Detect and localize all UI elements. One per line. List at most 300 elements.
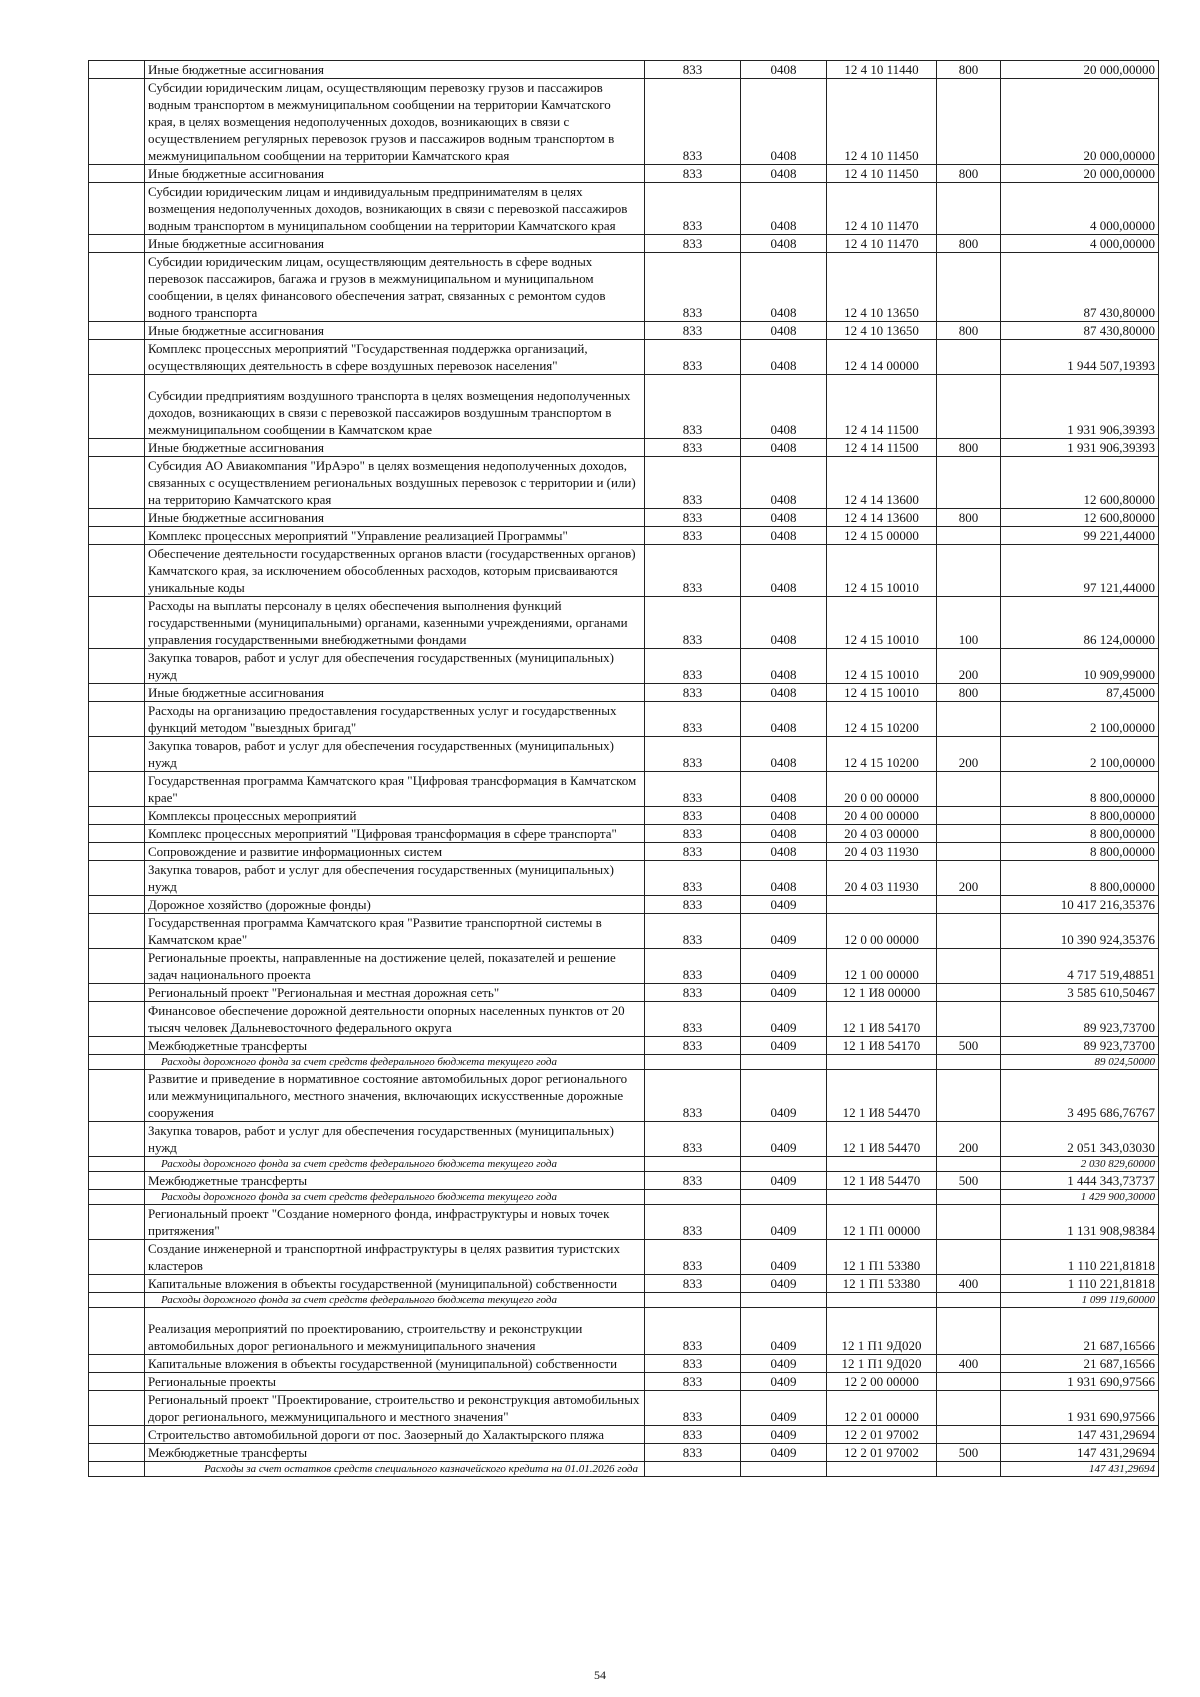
empty-cell: [89, 340, 145, 375]
ved-code-text: 833: [682, 510, 703, 525]
sum-cell: [1001, 861, 1159, 896]
expense-type-text: 800: [958, 685, 979, 700]
section-code-text: 0409: [770, 1105, 797, 1120]
sum-cell: [1001, 439, 1159, 457]
empty-cell: [89, 439, 145, 457]
section-code-text: 0408: [770, 528, 797, 543]
expense-type-text: 400: [958, 1276, 979, 1291]
row-name-cell: [145, 1426, 645, 1444]
expense-type-text: 500: [958, 1173, 979, 1188]
target-article-cell: [827, 1172, 937, 1190]
ved-code-text: 833: [682, 1427, 703, 1442]
target-article-cell: [827, 183, 937, 235]
target-article-cell: [827, 61, 937, 79]
expense-type-cell: [937, 949, 1001, 984]
ved-code-cell: [645, 914, 741, 949]
row-name-cell: [145, 702, 645, 737]
expense-type-text: 800: [958, 440, 979, 455]
section-code-cell: [741, 1157, 827, 1172]
table-row: [89, 1308, 1159, 1355]
ved-code-text: 833: [682, 323, 703, 338]
target-article-cell: [827, 1240, 937, 1275]
row-name-text: Расходы дорожного фонда за счет средств федерального бюджета текущего года: [161, 1158, 557, 1170]
expense-type-cell: [937, 1355, 1001, 1373]
sum-text: 89 923,73700: [1083, 1038, 1155, 1053]
expense-type-cell: [937, 1293, 1001, 1308]
budget-table-sheet: [88, 60, 1158, 1477]
table-row: [89, 1426, 1159, 1444]
target-article-cell: [827, 509, 937, 527]
table-row: [89, 861, 1159, 896]
sum-cell: [1001, 914, 1159, 949]
table-row: [89, 340, 1159, 375]
sum-text: 89 024,50000: [1094, 1056, 1155, 1068]
target-article-text: 12 4 15 10200: [844, 720, 919, 735]
sum-cell: [1001, 1205, 1159, 1240]
row-name-text: Субсидии юридическим лицам и индивидуальным предпринимателям в целях возмещения недополученных доходов, возникающих в связи с перевозкой пассажиров водным транспортом в муниципальном сообщении на территории Камчатского края: [148, 184, 628, 233]
section-code-text: 0409: [770, 1374, 797, 1389]
sum-text: 2 030 829,60000: [1080, 1158, 1155, 1170]
ved-code-text: 833: [682, 1020, 703, 1035]
row-name-text: Региональный проект "Региональная и местная дорожная сеть": [148, 985, 500, 1000]
sum-text: 3 585 610,50467: [1067, 985, 1155, 1000]
section-code-text: 0408: [770, 667, 797, 682]
target-article-cell: [827, 914, 937, 949]
section-code-cell: [741, 235, 827, 253]
expense-type-cell: [937, 1037, 1001, 1055]
expense-type-cell: [937, 79, 1001, 165]
section-code-text: 0408: [770, 236, 797, 251]
ved-code-text: 833: [682, 422, 703, 437]
row-name-cell: [145, 1462, 645, 1477]
expense-type-cell: [937, 737, 1001, 772]
sum-text: 1 131 908,98384: [1067, 1223, 1155, 1238]
row-name-text: Межбюджетные трансферты: [148, 1038, 308, 1053]
row-name-text: Иные бюджетные ассигнования: [148, 236, 325, 251]
table-row: [89, 545, 1159, 597]
sum-text: 1 110 221,81818: [1067, 1258, 1155, 1273]
section-code-cell: [741, 61, 827, 79]
ved-code-cell: [645, 825, 741, 843]
section-code-cell: [741, 1275, 827, 1293]
table-row: [89, 322, 1159, 340]
sum-text: 21 687,16566: [1083, 1338, 1155, 1353]
row-name-text: Дорожное хозяйство (дорожные фонды): [148, 897, 371, 912]
target-article-text: 12 2 01 97002: [844, 1427, 919, 1442]
expense-type-cell: [937, 1070, 1001, 1122]
row-name-cell: [145, 807, 645, 825]
row-name-cell: [145, 1205, 645, 1240]
sum-text: 147 431,29694: [1077, 1427, 1155, 1442]
empty-cell: [89, 1355, 145, 1373]
expense-type-text: 500: [958, 1038, 979, 1053]
ved-code-text: 833: [682, 62, 703, 77]
sum-cell: [1001, 984, 1159, 1002]
empty-cell: [89, 843, 145, 861]
row-name-text: Государственная программа Камчатского края "Цифровая трансформация в Камчатском крае": [148, 773, 637, 805]
sum-cell: [1001, 340, 1159, 375]
sum-cell: [1001, 1070, 1159, 1122]
row-name-cell: [145, 649, 645, 684]
sum-text: 8 800,00000: [1090, 826, 1155, 841]
target-article-cell: [827, 1037, 937, 1055]
row-name-cell: [145, 1055, 645, 1070]
section-code-cell: [741, 340, 827, 375]
target-article-cell: [827, 949, 937, 984]
target-article-cell: [827, 737, 937, 772]
row-name-text: Обеспечение деятельности государственных органов власти (государственных органов) Камчатского края, за исключением обособленных расходов, которым присваиваются уникальные коды: [148, 546, 636, 595]
ved-code-cell: [645, 457, 741, 509]
row-name-text: Региональные проекты: [148, 1374, 277, 1389]
ved-code-cell: [645, 772, 741, 807]
expense-type-cell: [937, 1240, 1001, 1275]
row-name-text: Капитальные вложения в объекты государственной (муниципальной) собственности: [148, 1356, 618, 1371]
target-article-text: 12 1 И8 54470: [842, 1105, 921, 1120]
ved-code-cell: [645, 649, 741, 684]
empty-cell: [89, 1293, 145, 1308]
target-article-cell: [827, 597, 937, 649]
expense-type-text: 200: [958, 879, 979, 894]
section-code-cell: [741, 1462, 827, 1477]
expense-type-cell: [937, 439, 1001, 457]
target-article-text: 12 0 00 00000: [844, 932, 919, 947]
ved-code-cell: [645, 1355, 741, 1373]
ved-code-cell: [645, 322, 741, 340]
row-name-text: Развитие и приведение в нормативное состояние автомобильных дорог регионального или межмуниципального, местного значения, включающих искусственные дорожные сооружения: [148, 1071, 628, 1120]
target-article-text: 12 4 10 11470: [844, 236, 919, 251]
row-name-cell: [145, 843, 645, 861]
table-row: [89, 984, 1159, 1002]
table-row: [89, 597, 1159, 649]
row-name-cell: [145, 896, 645, 914]
sum-cell: [1001, 684, 1159, 702]
ved-code-text: 833: [682, 1276, 703, 1291]
ved-code-text: 833: [682, 1338, 703, 1353]
ved-code-cell: [645, 375, 741, 439]
row-name-text: Субсидия АО Авиакомпания "ИрАэро" в целях возмещения недополученных доходов, связанных с осуществлением региональных воздушных перевозок с территории и (или) на территорию Камчатского края: [148, 458, 636, 507]
sum-cell: [1001, 597, 1159, 649]
section-code-cell: [741, 772, 827, 807]
target-article-cell: [827, 1122, 937, 1157]
target-article-cell: [827, 457, 937, 509]
ved-code-cell: [645, 1275, 741, 1293]
target-article-cell: [827, 253, 937, 322]
target-article-text: 20 4 03 11930: [844, 879, 919, 894]
table-row: [89, 1002, 1159, 1037]
row-name-cell: [145, 1444, 645, 1462]
expense-type-cell: [937, 649, 1001, 684]
ved-code-cell: [645, 1172, 741, 1190]
empty-cell: [89, 1308, 145, 1355]
section-code-cell: [741, 825, 827, 843]
row-name-text: Государственная программа Камчатского края "Развитие транспортной системы в Камчатском крае": [148, 915, 602, 947]
table-row: [89, 772, 1159, 807]
sum-cell: [1001, 1275, 1159, 1293]
sum-text: 1 931 690,97566: [1067, 1374, 1155, 1389]
expense-type-text: 200: [958, 755, 979, 770]
section-code-cell: [741, 1308, 827, 1355]
row-name-text: Иные бюджетные ассигнования: [148, 510, 325, 525]
ved-code-cell: [645, 1205, 741, 1240]
section-code-cell: [741, 1391, 827, 1426]
sum-cell: [1001, 1444, 1159, 1462]
ved-code-text: 833: [682, 685, 703, 700]
target-article-cell: [827, 235, 937, 253]
target-article-text: 20 0 00 00000: [844, 790, 919, 805]
row-name-cell: [145, 340, 645, 375]
section-code-cell: [741, 322, 827, 340]
target-article-cell: [827, 527, 937, 545]
section-code-text: 0408: [770, 755, 797, 770]
section-code-text: 0408: [770, 510, 797, 525]
section-code-text: 0408: [770, 440, 797, 455]
row-name-text: Иные бюджетные ассигнования: [148, 685, 325, 700]
section-code-cell: [741, 1293, 827, 1308]
target-article-text: 12 4 10 13650: [844, 305, 919, 320]
row-name-text: Создание инженерной и транспортной инфраструктуры в целях развития туристских кластеров: [148, 1241, 620, 1273]
sum-text: 4 000,00000: [1090, 236, 1155, 251]
target-article-cell: [827, 861, 937, 896]
ved-code-text: 833: [682, 1223, 703, 1238]
budget-table-body: [89, 61, 1159, 1477]
sum-text: 10 909,99000: [1083, 667, 1155, 682]
sum-text: 1 429 900,30000: [1080, 1191, 1155, 1203]
ved-code-text: 833: [682, 358, 703, 373]
sum-text: 10 390 924,35376: [1060, 932, 1155, 947]
ved-code-cell: [645, 165, 741, 183]
section-code-text: 0409: [770, 1223, 797, 1238]
target-article-text: 20 4 03 00000: [844, 826, 919, 841]
target-article-cell: [827, 1293, 937, 1308]
section-code-text: 0408: [770, 218, 797, 233]
empty-cell: [89, 914, 145, 949]
target-article-cell: [827, 702, 937, 737]
row-name-text: Иные бюджетные ассигнования: [148, 323, 325, 338]
section-code-cell: [741, 737, 827, 772]
ved-code-text: 833: [682, 790, 703, 805]
row-name-cell: [145, 1355, 645, 1373]
expense-type-cell: [937, 597, 1001, 649]
sum-text: 20 000,00000: [1083, 166, 1155, 181]
expense-type-cell: [937, 1462, 1001, 1477]
empty-cell: [89, 375, 145, 439]
sum-text: 89 923,73700: [1083, 1020, 1155, 1035]
ved-code-text: 833: [682, 1173, 703, 1188]
table-row: [89, 843, 1159, 861]
ved-code-cell: [645, 896, 741, 914]
row-name-text: Межбюджетные трансферты: [148, 1173, 308, 1188]
section-code-cell: [741, 597, 827, 649]
section-code-text: 0409: [770, 1038, 797, 1053]
row-name-text: Комплекс процессных мероприятий "Управление реализацией Программы": [148, 528, 568, 543]
row-name-cell: [145, 861, 645, 896]
table-row: [89, 684, 1159, 702]
sum-text: 21 687,16566: [1083, 1356, 1155, 1371]
ved-code-cell: [645, 1070, 741, 1122]
row-name-cell: [145, 914, 645, 949]
empty-cell: [89, 79, 145, 165]
section-code-text: 0408: [770, 305, 797, 320]
ved-code-cell: [645, 807, 741, 825]
section-code-cell: [741, 949, 827, 984]
ved-code-cell: [645, 702, 741, 737]
row-name-text: Иные бюджетные ассигнования: [148, 440, 325, 455]
section-code-cell: [741, 375, 827, 439]
section-code-cell: [741, 545, 827, 597]
ved-code-text: 833: [682, 1356, 703, 1371]
row-name-cell: [145, 545, 645, 597]
expense-type-text: 500: [958, 1445, 979, 1460]
ved-code-text: 833: [682, 166, 703, 181]
target-article-text: 12 1 П1 53380: [842, 1276, 921, 1291]
section-code-cell: [741, 861, 827, 896]
section-code-text: 0408: [770, 492, 797, 507]
section-code-text: 0409: [770, 1409, 797, 1424]
expense-type-cell: [937, 1391, 1001, 1426]
row-name-cell: [145, 1172, 645, 1190]
ved-code-cell: [645, 949, 741, 984]
expense-type-cell: [937, 914, 1001, 949]
empty-cell: [89, 807, 145, 825]
target-article-cell: [827, 984, 937, 1002]
empty-cell: [89, 235, 145, 253]
sum-cell: [1001, 1157, 1159, 1172]
row-name-cell: [145, 1037, 645, 1055]
sum-cell: [1001, 1355, 1159, 1373]
empty-cell: [89, 322, 145, 340]
row-name-cell: [145, 772, 645, 807]
row-name-text: Расходы дорожного фонда за счет средств федерального бюджета текущего года: [161, 1294, 557, 1306]
row-name-cell: [145, 1391, 645, 1426]
empty-cell: [89, 545, 145, 597]
empty-cell: [89, 1373, 145, 1391]
expense-type-text: 100: [958, 632, 979, 647]
row-name-cell: [145, 1373, 645, 1391]
section-code-text: 0408: [770, 685, 797, 700]
target-article-cell: [827, 1355, 937, 1373]
expense-type-cell: [937, 772, 1001, 807]
sum-cell: [1001, 737, 1159, 772]
ved-code-text: 833: [682, 305, 703, 320]
row-name-text: Региональные проекты, направленные на достижение целей, показателей и решение задач национального проекта: [148, 950, 616, 982]
sum-cell: [1001, 1293, 1159, 1308]
row-name-cell: [145, 1308, 645, 1355]
sum-cell: [1001, 1391, 1159, 1426]
ved-code-cell: [645, 1391, 741, 1426]
target-article-cell: [827, 545, 937, 597]
table-row: [89, 1172, 1159, 1190]
row-name-cell: [145, 1293, 645, 1308]
row-name-cell: [145, 183, 645, 235]
section-code-cell: [741, 1373, 827, 1391]
ved-code-text: 833: [682, 632, 703, 647]
row-name-cell: [145, 1157, 645, 1172]
empty-cell: [89, 702, 145, 737]
row-name-text: Закупка товаров, работ и услуг для обеспечения государственных (муниципальных) нужд: [148, 650, 614, 682]
section-code-text: 0408: [770, 323, 797, 338]
table-row: [89, 457, 1159, 509]
table-row: [89, 702, 1159, 737]
empty-cell: [89, 527, 145, 545]
ved-code-text: 833: [682, 492, 703, 507]
target-article-cell: [827, 1070, 937, 1122]
section-code-cell: [741, 807, 827, 825]
ved-code-text: 833: [682, 440, 703, 455]
expense-type-cell: [937, 340, 1001, 375]
sum-cell: [1001, 322, 1159, 340]
table-row: [89, 1240, 1159, 1275]
section-code-cell: [741, 1190, 827, 1205]
table-row: [89, 896, 1159, 914]
expense-type-cell: [937, 1205, 1001, 1240]
sum-text: 1 931 690,97566: [1067, 1409, 1155, 1424]
target-article-text: 12 4 15 10010: [844, 580, 919, 595]
sum-text: 1 944 507,19393: [1067, 358, 1155, 373]
sum-cell: [1001, 702, 1159, 737]
ved-code-text: 833: [682, 148, 703, 163]
section-code-text: 0408: [770, 358, 797, 373]
row-name-text: Иные бюджетные ассигнования: [148, 62, 325, 77]
section-code-text: 0408: [770, 632, 797, 647]
ved-code-text: 833: [682, 844, 703, 859]
ved-code-text: 833: [682, 667, 703, 682]
expense-type-cell: [937, 702, 1001, 737]
ved-code-cell: [645, 684, 741, 702]
budget-table: [88, 60, 1159, 1477]
row-name-cell: [145, 509, 645, 527]
sum-cell: [1001, 165, 1159, 183]
table-row: [89, 165, 1159, 183]
sum-cell: [1001, 1002, 1159, 1037]
target-article-text: 12 4 14 11500: [844, 440, 919, 455]
section-code-cell: [741, 1426, 827, 1444]
section-code-cell: [741, 1444, 827, 1462]
expense-type-text: 200: [958, 667, 979, 682]
expense-type-text: 800: [958, 166, 979, 181]
empty-cell: [89, 896, 145, 914]
empty-cell: [89, 649, 145, 684]
table-row: [89, 439, 1159, 457]
row-name-cell: [145, 253, 645, 322]
target-article-text: 12 1 И8 00000: [842, 985, 921, 1000]
target-article-text: 12 4 14 11500: [844, 422, 919, 437]
row-name-text: Сопровождение и развитие информационных систем: [148, 844, 443, 859]
sum-text: 87,45000: [1106, 685, 1155, 700]
table-row: [89, 807, 1159, 825]
target-article-text: 12 4 15 10010: [844, 685, 919, 700]
target-article-cell: [827, 1157, 937, 1172]
empty-cell: [89, 949, 145, 984]
expense-type-cell: [937, 1055, 1001, 1070]
row-name-text: Региональный проект "Проектирование, строительство и реконструкция автомобильных дорог регионального, межмуниципального и местного значения": [148, 1392, 640, 1424]
sum-cell: [1001, 1122, 1159, 1157]
section-code-text: 0409: [770, 967, 797, 982]
target-article-text: 12 2 01 97002: [844, 1445, 919, 1460]
sum-cell: [1001, 825, 1159, 843]
target-article-text: 12 1 И8 54170: [842, 1038, 921, 1053]
expense-type-cell: [937, 253, 1001, 322]
sum-text: 12 600,80000: [1083, 510, 1155, 525]
expense-type-cell: [937, 322, 1001, 340]
table-row: [89, 1205, 1159, 1240]
sum-cell: [1001, 235, 1159, 253]
section-code-text: 0409: [770, 932, 797, 947]
row-name-cell: [145, 165, 645, 183]
row-name-text: Межбюджетные трансферты: [148, 1445, 308, 1460]
ved-code-text: 833: [682, 985, 703, 1000]
row-name-cell: [145, 1275, 645, 1293]
sum-cell: [1001, 183, 1159, 235]
